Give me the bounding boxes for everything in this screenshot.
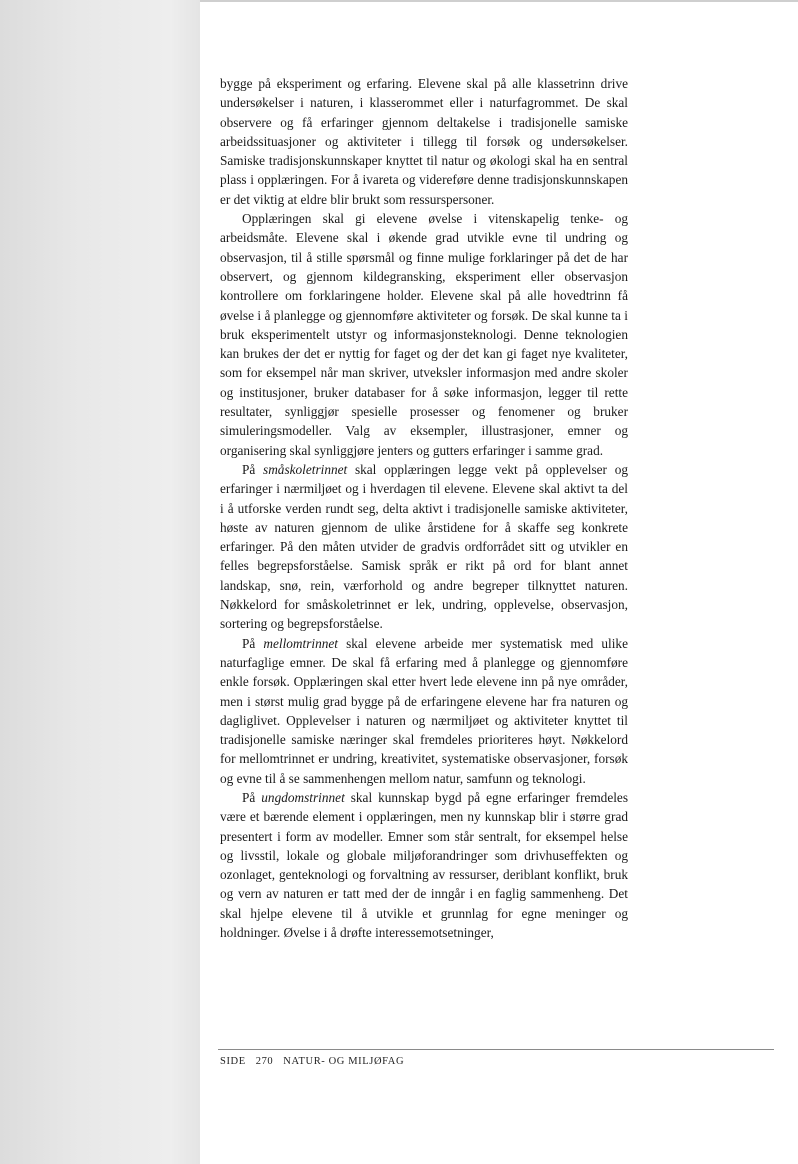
paragraph-text: På: [242, 461, 264, 477]
footer-side-label: SIDE: [220, 1056, 246, 1067]
body-text: [220, 74, 628, 942]
page-footer: [220, 1056, 414, 1067]
paragraph: [220, 634, 628, 788]
paragraph: [220, 460, 628, 634]
paragraph-text: Opplæringen skal gi elevene øvelse i vitenskapelig tenke- og arbeidsmåte. Elevene skal i økende grad utvikle evne til undring og observasjon, til å stille spørsmål og finne mulige forklaringer på det de har observert, og gjennom kildegransking, eksperiment eller observasjon kontrollere om forklaringene holder. Elevene skal på alle hovedtrinn få øvelse i å planlegge og gjennomføre aktiviteter og forsøk. De skal kunne ta i bruk eksperimentelt utstyr og informasjonsteknologi. Denne teknologien kan brukes der det er nyttig for faget og der det kan gi faget nye kvaliteter, som for eksempel når man skriver, utveksler informasjon med andre skoler og institusjoner, bruker databaser for å søke informasjon, legger til rette resultater, synliggjør spesielle prosesser og fenomener og bruker simuleringsmodeller. Valg av eksempler, illustrasjoner, emner og organisering skal synliggjøre jenters og gutters erfaringer i samme grad.: [220, 211, 628, 458]
paragraph-text: skal elevene arbeide mer systematisk med ulike naturfaglige emner. De skal få erfaring med å planlegge og gjennomføre enkle forsøk. Opplæringen skal etter hvert lede elevene inn på nye områder, men i størst mulig grad bygge på de erfaringene elevene har fra naturen og dagliglivet. Opplevelser i naturen og nærmiljøet og aktiviteter knyttet til tradisjonelle samiske næringer skal fremdeles prioriteres høyt. Nøkkelord for mellomtrinnet er undring, kreativitet, systematiske observasjoner, forsøk og evne til å se sammenhengen mellom natur, samfunn og teknologi.: [220, 635, 628, 786]
paragraph-text: På: [242, 635, 264, 651]
emphasized-term: mellomtrinnet: [263, 635, 338, 651]
footer-page-number: 270: [255, 1056, 274, 1067]
footer-rule: [218, 1049, 774, 1050]
emphasized-term: ungdomstrinnet: [261, 789, 345, 805]
scan-margin-shadow: [0, 0, 200, 1164]
paragraph-text: skal opplæringen legge vekt på opplevelser og erfaringer i nærmiljøet og i hverdagen til elevene. Elevene skal aktivt ta del i å utforske verden rundt seg, delta aktivt i tradisjonelle samiske aktiviteter, høste av naturen gjennom de ulike årstidene for å skaffe seg konkrete erfaringer. På den måten utvider de gradvis ordforrådet sitt og utvikler en felles begrepsforståelse. Samisk språk er rikt på ord for blant annet landskap, snø, rein, værforhold og andre begreper tilknyttet naturen. Nøkkelord for småskoletrinnet er lek, undring, opplevelse, observasjon, sortering og begrepsforståelse.: [220, 461, 629, 632]
paragraph: [220, 209, 628, 460]
emphasized-term: småskoletrinnet: [263, 461, 348, 477]
footer-subject: NATUR- OG MILJØFAG: [283, 1056, 405, 1067]
page-top-edge: [200, 0, 798, 2]
paragraph-text: På: [242, 789, 262, 805]
paragraph-text: skal kunnskap bygd på egne erfaringer fremdeles være et bærende element i opplæringen, men ny kunnskap blir i større grad presentert i form av modeller. Emner som står sentralt, for eksempel helse og livsstil, lokale og globale miljøforandringer som drivhuseffekten og ozonlaget, genteknologi og forvaltning av ressurser, deriblant konflikt, bruk og vern av naturen er tatt med der de inngår i en faglig sammenheng. Det skal hjelpe elevene til å utvikle et grunnlag for egne meninger og holdninger. Øvelse i å drøfte interessemotsetninger,: [220, 789, 629, 941]
paragraph: [220, 74, 628, 209]
paragraph: [220, 788, 628, 942]
paragraph-text: bygge på eksperiment og erfaring. Elevene skal på alle klassetrinn drive undersøkelser i naturen, i klasserommet eller i naturfagrommet. De skal observere og få erfaringer gjennom deltakelse i tradisjonelle samiske arbeidssituasjoner og aktiviteter i tillegg til forsøk og undersøkelser. Samiske tradisjonskunnskaper knyttet til natur og økologi skal ha en sentral plass i opplæringen. For å ivareta og videreføre denne tradisjonskunnskapen er det viktig at eldre blir brukt som ressurspersoner.: [220, 76, 628, 207]
